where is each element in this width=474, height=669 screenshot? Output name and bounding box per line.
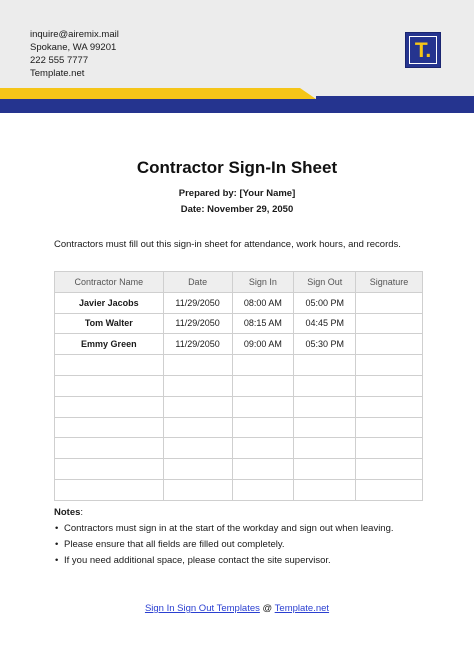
cell-date[interactable] [163, 396, 232, 417]
cell-name: Javier Jacobs [55, 292, 164, 313]
table-header-row [55, 272, 423, 293]
cell-date[interactable] [163, 417, 232, 438]
col-contractor-name: Contractor Name [55, 272, 164, 293]
cell-name[interactable] [55, 375, 164, 396]
table-row [55, 479, 423, 500]
cell-date[interactable] [163, 355, 232, 376]
table-row [55, 292, 423, 313]
col-sign-in: Sign In [232, 272, 294, 293]
cell-name[interactable] [55, 417, 164, 438]
contact-website: Template.net [30, 68, 85, 79]
col-date: Date [163, 272, 232, 293]
document-title: Contractor Sign-In Sheet [136, 158, 338, 177]
cell-signature[interactable] [356, 396, 423, 417]
table-row [55, 438, 423, 459]
cell-sign-in[interactable] [232, 375, 294, 396]
table-row [55, 417, 423, 438]
templates-link[interactable]: Sign In Sign Out Templates [144, 603, 260, 614]
cell-sign-in: 09:00 AM [232, 334, 294, 355]
cell-date: 11/29/2050 [163, 292, 232, 313]
cell-signature[interactable] [356, 375, 423, 396]
cell-name[interactable] [55, 479, 164, 500]
cell-sign-in[interactable] [232, 417, 294, 438]
notes-heading-label: Notes [54, 507, 81, 518]
cell-sign-out: 05:30 PM [294, 334, 356, 355]
table-row [55, 375, 423, 396]
cell-sign-in[interactable] [232, 355, 294, 376]
cell-sign-out[interactable] [294, 479, 356, 500]
cell-sign-out[interactable] [294, 417, 356, 438]
table-row [55, 459, 423, 480]
header-yellow-stripe [0, 88, 316, 99]
page-footer [0, 603, 474, 614]
col-signature: Signature [356, 272, 423, 293]
cell-signature[interactable] [356, 355, 423, 376]
cell-signature[interactable] [356, 438, 423, 459]
cell-date[interactable] [163, 375, 232, 396]
cell-signature[interactable] [356, 292, 423, 313]
cell-signature[interactable] [356, 313, 423, 334]
contact-phone: 222 555 7777 [30, 55, 89, 66]
table-row [55, 355, 423, 376]
cell-date[interactable] [163, 459, 232, 480]
cell-sign-out: 05:00 PM [294, 292, 356, 313]
cell-sign-out[interactable] [294, 375, 356, 396]
cell-name[interactable] [55, 396, 164, 417]
template-net-link[interactable]: Template.net [274, 603, 330, 614]
note-item: • Please ensure that all fields are filled out completely. [54, 537, 394, 553]
cell-sign-in[interactable] [232, 396, 294, 417]
intro-text: Contractors must fill out this sign-in sheet for attendance, work hours, and records. [54, 239, 401, 250]
footer-separator: @ [259, 603, 275, 614]
col-sign-out: Sign Out [294, 272, 356, 293]
cell-name[interactable] [55, 459, 164, 480]
notes-heading-colon: : [80, 507, 84, 518]
cell-sign-in: 08:15 AM [232, 313, 294, 334]
cell-sign-in[interactable] [232, 479, 294, 500]
cell-sign-out: 04:45 PM [294, 313, 356, 334]
note-item: • Contractors must sign in at the start of the workday and sign out when leaving. [54, 521, 394, 537]
table-row [55, 396, 423, 417]
cell-date[interactable] [163, 438, 232, 459]
note-item: • If you need additional space, please contact the site supervisor. [54, 553, 394, 569]
sign-in-table [54, 271, 423, 501]
cell-sign-out[interactable] [294, 438, 356, 459]
cell-signature[interactable] [356, 417, 423, 438]
cell-date[interactable] [163, 479, 232, 500]
notes-list [54, 521, 394, 569]
header-thin-stripe [316, 96, 474, 99]
contact-address: Spokane, WA 99201 [30, 42, 117, 53]
notes-heading [54, 507, 83, 518]
logo-frame [409, 36, 437, 64]
cell-sign-in: 08:00 AM [232, 292, 294, 313]
header-navy-stripe [0, 99, 474, 113]
cell-signature[interactable] [356, 334, 423, 355]
cell-signature[interactable] [356, 479, 423, 500]
cell-sign-in[interactable] [232, 459, 294, 480]
cell-sign-out[interactable] [294, 396, 356, 417]
cell-name: Emmy Green [55, 334, 164, 355]
cell-date: 11/29/2050 [163, 334, 232, 355]
cell-date: 11/29/2050 [163, 313, 232, 334]
cell-sign-in[interactable] [232, 438, 294, 459]
contact-email: inquire@airemix.mail [30, 29, 119, 40]
cell-sign-out[interactable] [294, 459, 356, 480]
cell-name: Tom Walter [55, 313, 164, 334]
cell-signature[interactable] [356, 459, 423, 480]
cell-sign-out[interactable] [294, 355, 356, 376]
brand-logo [405, 32, 441, 68]
logo-letter: T. [414, 38, 432, 62]
contact-info [30, 28, 119, 80]
cell-name[interactable] [55, 355, 164, 376]
cell-name[interactable] [55, 438, 164, 459]
document-date: Date: November 29, 2050 [180, 204, 294, 215]
table-row [55, 334, 423, 355]
prepared-by: Prepared by: [Your Name] [178, 188, 296, 199]
table-body [55, 292, 423, 500]
table-row [55, 313, 423, 334]
